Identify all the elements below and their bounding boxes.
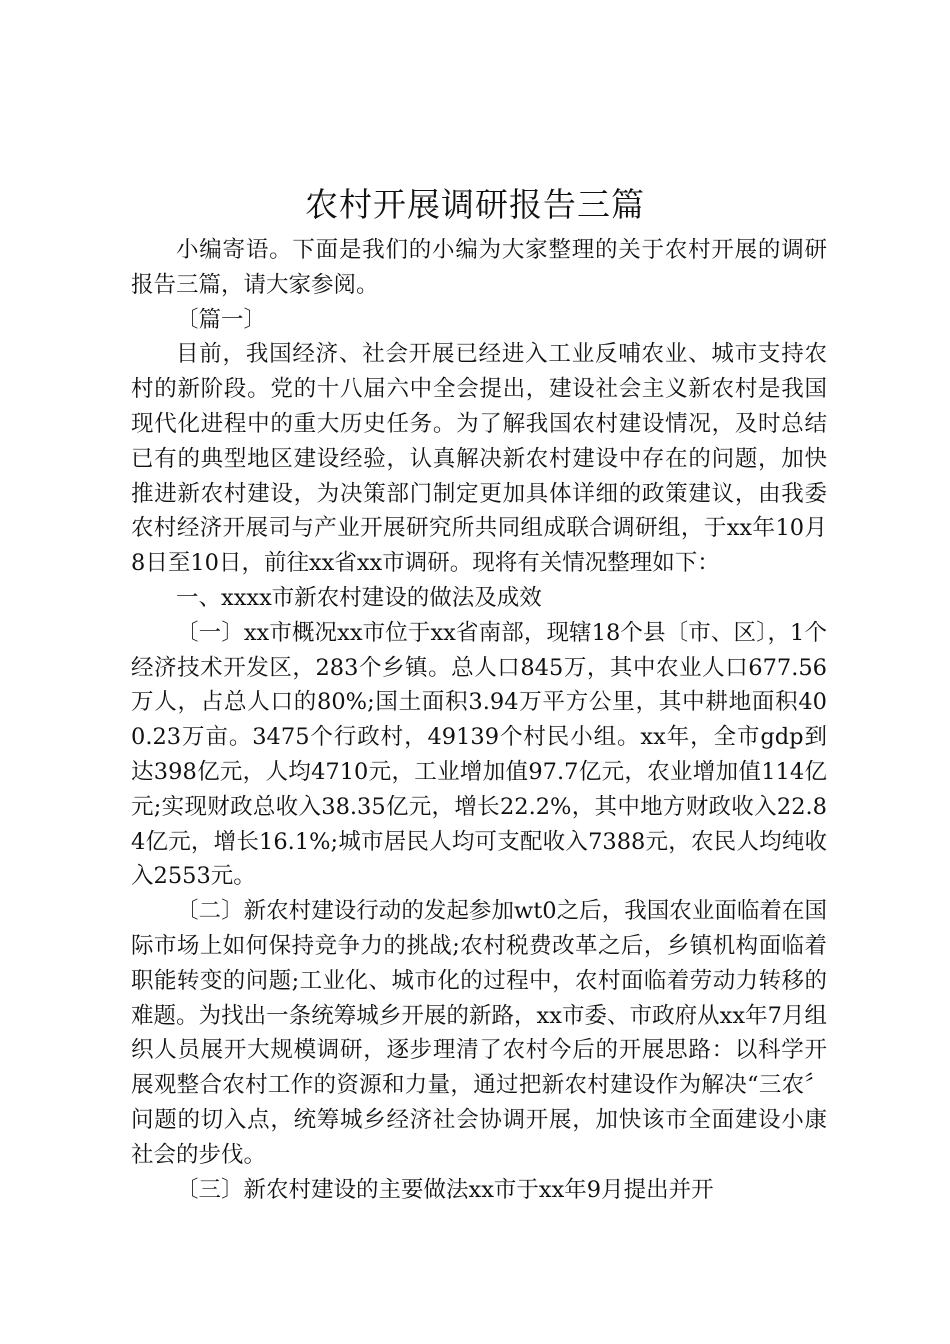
paragraph-overview: 〔一〕xx市概况xx市位于xx省南部，现辖18个县〔市、区〕，1个经济技术开发区，283个乡镇。总人口845万，其中农业人口677.56万人，占总人口的80%;国土面积3.94万平方公里，其中耕地面积400.23万亩。3475个行政村，49139个村民小组。xx年，全市gdp到达398亿元，人均4710元，工业增加值97.7亿元，农业增加值114亿元;实现财政总收入38.35亿元，增长22.2%，其中地方财政收入22.84亿元，增长16.1%;城市居民人均可支配收入7388元，农民人均纯收入2553元。 [131,619,827,890]
document-body [131,233,827,1207]
paragraph-background: 目前，我国经济、社会开展已经进入工业反哺农业、城市支持农村的新阶段。党的十八届六中全会提出，建设社会主义新农村是我国现代化进程中的重大历史任务。为了解我国农村建设情况，及时总结已有的典型地区建设经验，认真解决新农村建设中存在的问题，加快推进新农村建设，为决策部门制定更加具体详细的政策建议，由我委农村经济开展司与产业开展研究所共同组成联合调研组，于xx年10月8日至10日，前往xx省xx市调研。现将有关情况整理如下： [131,341,827,577]
paragraph-initiative: 〔二〕新农村建设行动的发起参加wt0之后，我国农业面临着在国际市场上如何保持竞争力的挑战;农村税费改革之后，乡镇机构面临着职能转变的问题;工业化、城市化的过程中，农村面临着劳动力转移的难题。为找出一条统筹城乡开展的新路，xx市委、市政府从xx年7月组织人员展开大规模调研，逐步理清了农村今后的开展思路：以科学开展观整合农村工作的资源和力量，通过把新农村建设作为解决“三农〞问题的切入点，统筹城乡经济社会协调开展，加快该市全面建设小康社会的步伐。 [131,898,827,1168]
paragraph-heading-1: 一、xxxx市新农村建设的做法及成效 [176,584,542,611]
document-title: 农村开展调研报告三篇 [305,185,645,224]
paragraph-section-label: 〔篇一〕 [176,306,267,333]
paragraph-intro: 小编寄语。下面是我们的小编为大家整理的关于农村开展的调研报告三篇，请大家参阅。 [131,237,827,298]
paragraph-practices: 〔三〕新农村建设的主要做法xx市于xx年9月提出并开 [176,1176,714,1203]
